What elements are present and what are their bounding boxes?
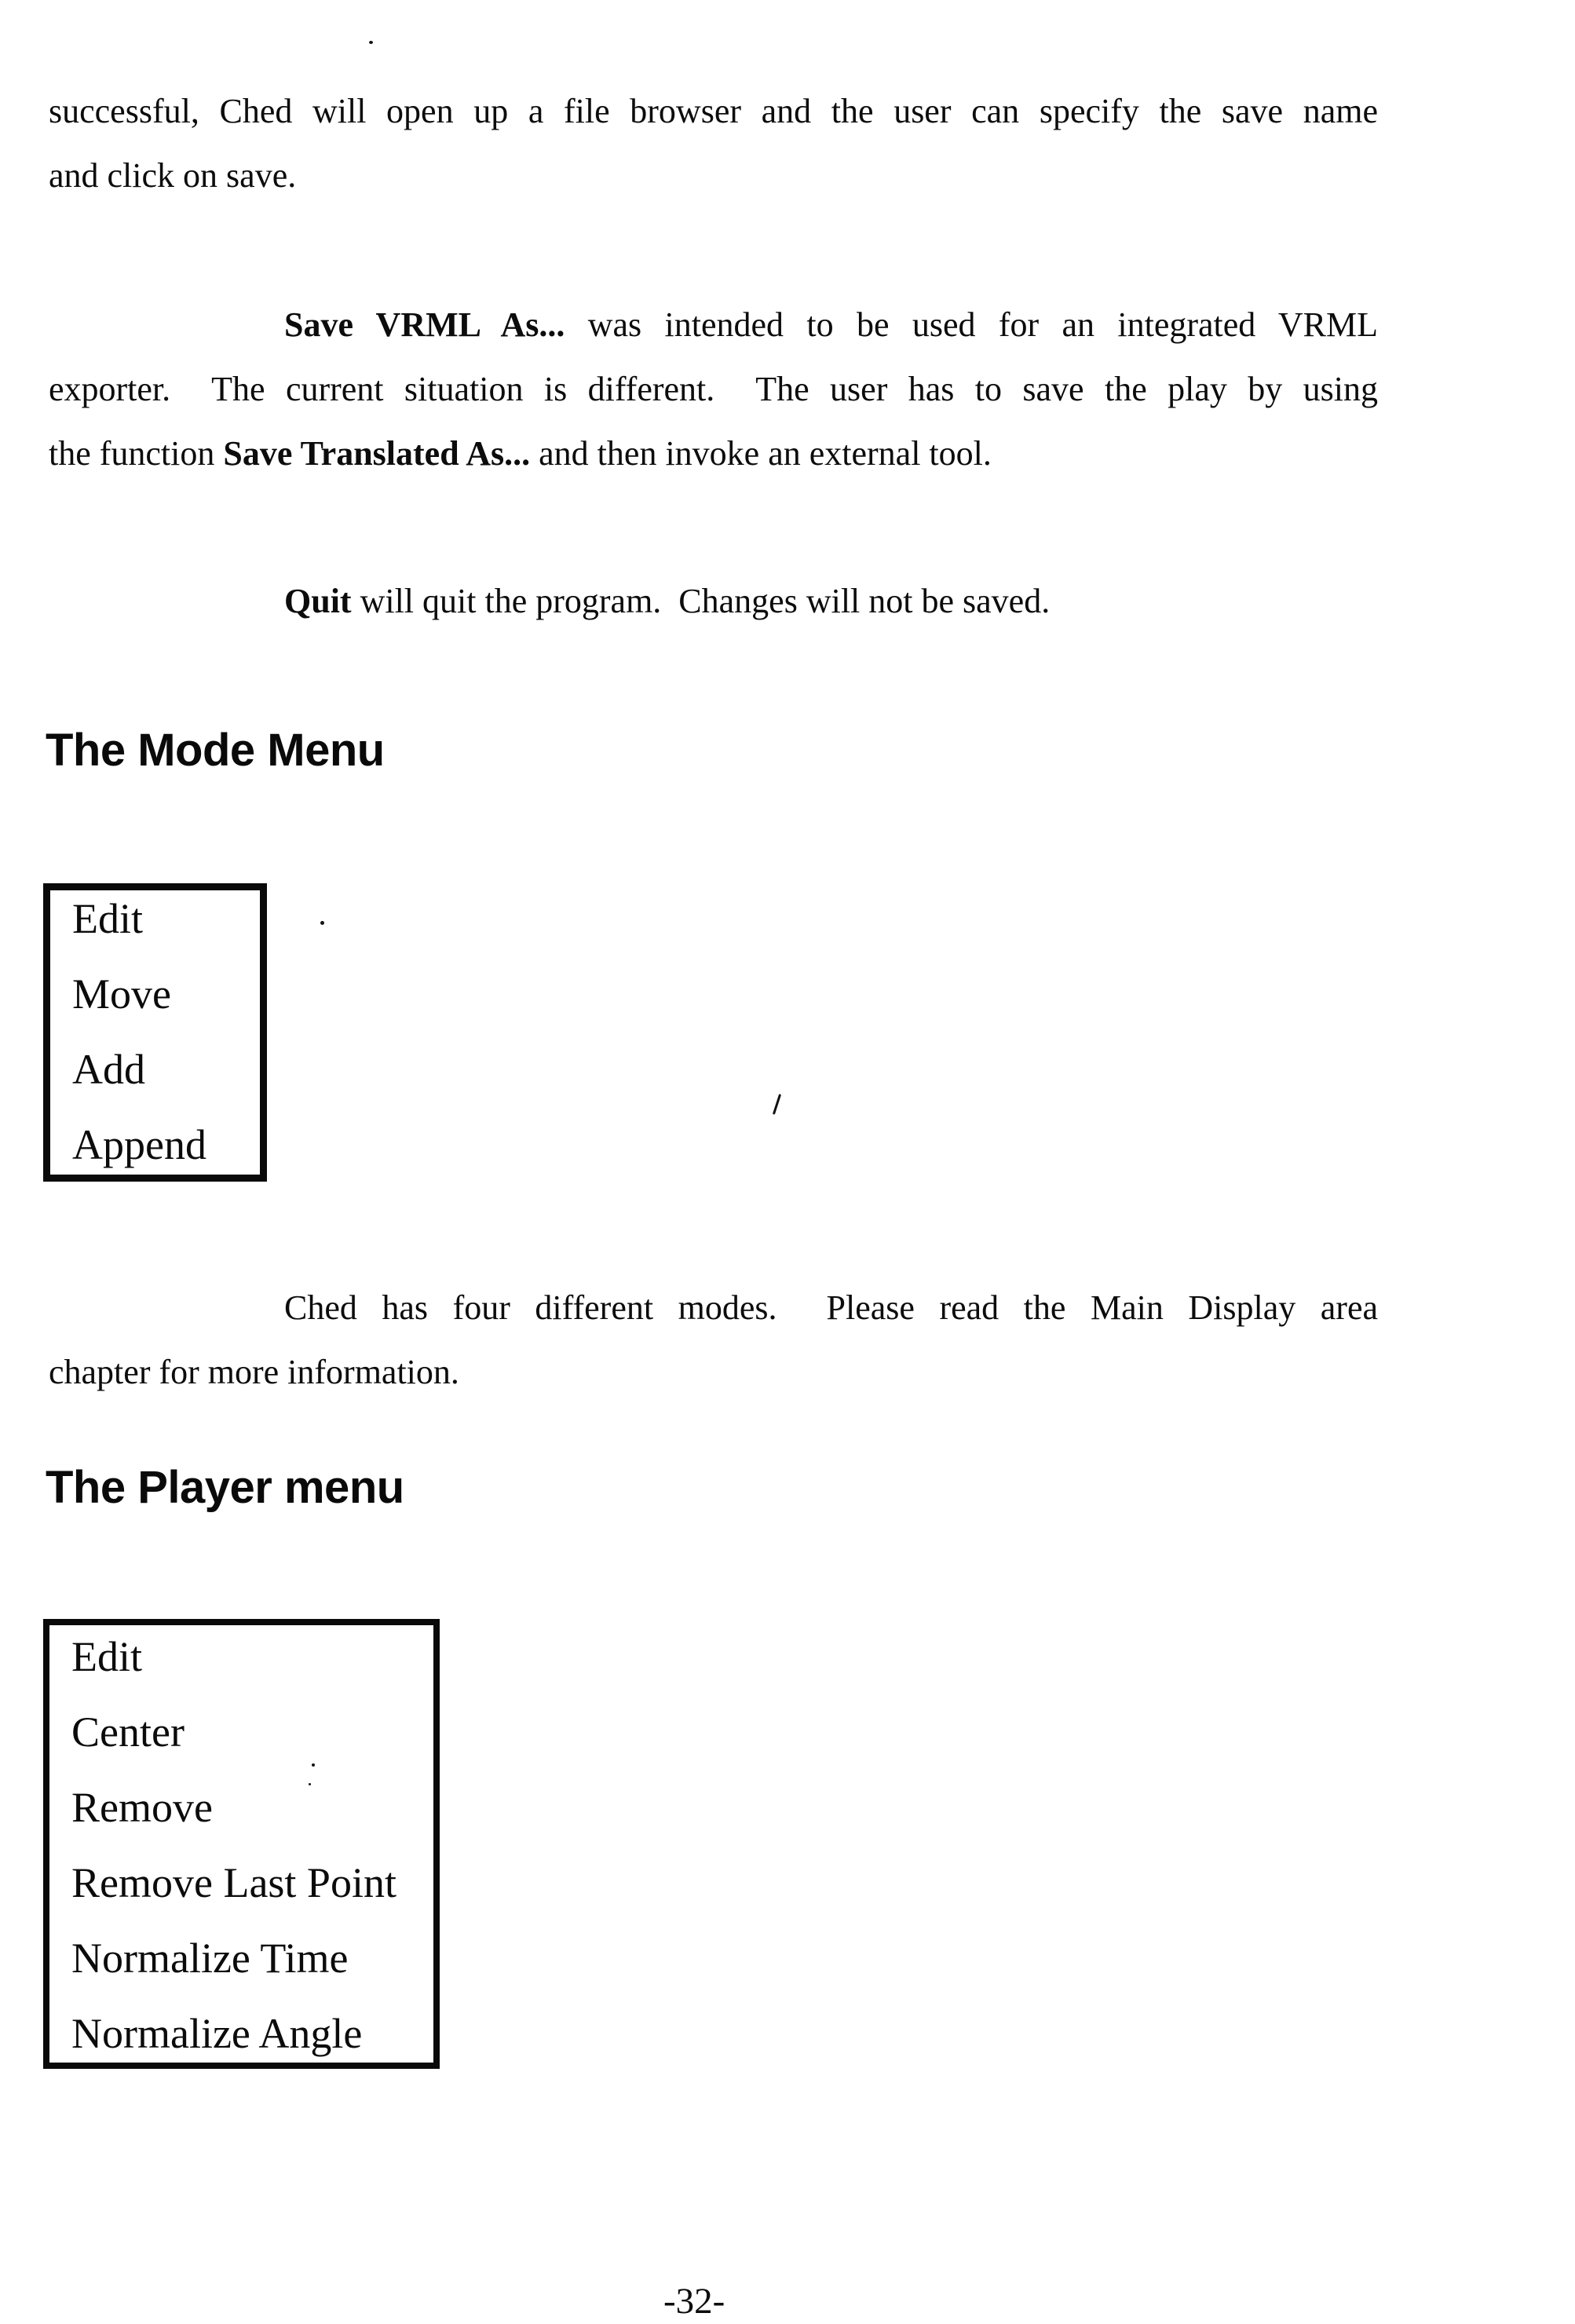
menu-item-edit: Edit — [71, 1633, 142, 1680]
body-paragraph-save-browser — [49, 79, 1378, 208]
body-paragraph-quit — [49, 569, 1378, 634]
scan-speck — [312, 1763, 315, 1767]
scan-slash-artifact — [773, 1094, 781, 1115]
scan-speck — [369, 41, 373, 44]
menu-item-move: Move — [72, 970, 171, 1018]
text-segment: and click on save. — [49, 156, 297, 195]
menu-item-remove: Remove — [71, 1784, 213, 1831]
scan-speck — [309, 1783, 311, 1785]
scan-speck — [320, 921, 324, 925]
menu-item-normalize-angle: Normalize Angle — [71, 2010, 363, 2057]
text-segment: and then invoke an external tool. — [530, 434, 992, 473]
mode-menu-items — [50, 883, 260, 1182]
body-paragraph-four-modes — [49, 1276, 1378, 1405]
text-line — [49, 144, 1378, 208]
text-line — [49, 1340, 1378, 1405]
menu-item-center: Center — [71, 1708, 185, 1756]
section-heading-player-menu: The Player menu — [46, 1462, 404, 1513]
menu-item-normalize-time: Normalize Time — [71, 1935, 349, 1982]
body-paragraph-save-vrml — [49, 293, 1378, 486]
text-segment: Ched has four different modes. Please read the Main Display area — [284, 1288, 1378, 1327]
text-line — [49, 1276, 1378, 1340]
text-line — [49, 293, 1378, 357]
bold-term: Quit — [284, 582, 352, 620]
text-segment: exporter. The current situation is different. The user has to save the play by using — [49, 370, 1378, 408]
text-line — [49, 422, 1378, 486]
bold-term: Save VRML As... — [284, 305, 565, 344]
menu-item-append: Append — [72, 1121, 206, 1168]
player-menu-box — [43, 1619, 440, 2069]
text-segment: successful, Ched will open up a file browser and the user can specify the save name — [49, 92, 1378, 130]
menu-item-edit: Edit — [72, 895, 143, 942]
menu-item-add: Add — [72, 1046, 145, 1093]
text-line — [49, 79, 1378, 144]
text-segment: will quit the program. Changes will not be saved. — [351, 582, 1051, 620]
menu-item-remove-last-point: Remove Last Point — [71, 1859, 396, 1906]
section-heading-mode-menu: The Mode Menu — [46, 725, 385, 776]
text-line — [49, 569, 1378, 634]
text-line — [49, 357, 1378, 422]
player-menu-items — [49, 1619, 433, 2069]
bold-term: Save Translated As... — [223, 434, 531, 473]
mode-menu-box — [43, 883, 267, 1182]
text-segment: was intended to be used for an integrated VRML — [565, 305, 1378, 344]
text-segment: the function — [49, 434, 224, 473]
text-segment: chapter for more information. — [49, 1353, 459, 1391]
page-number: -32- — [663, 2281, 725, 2322]
